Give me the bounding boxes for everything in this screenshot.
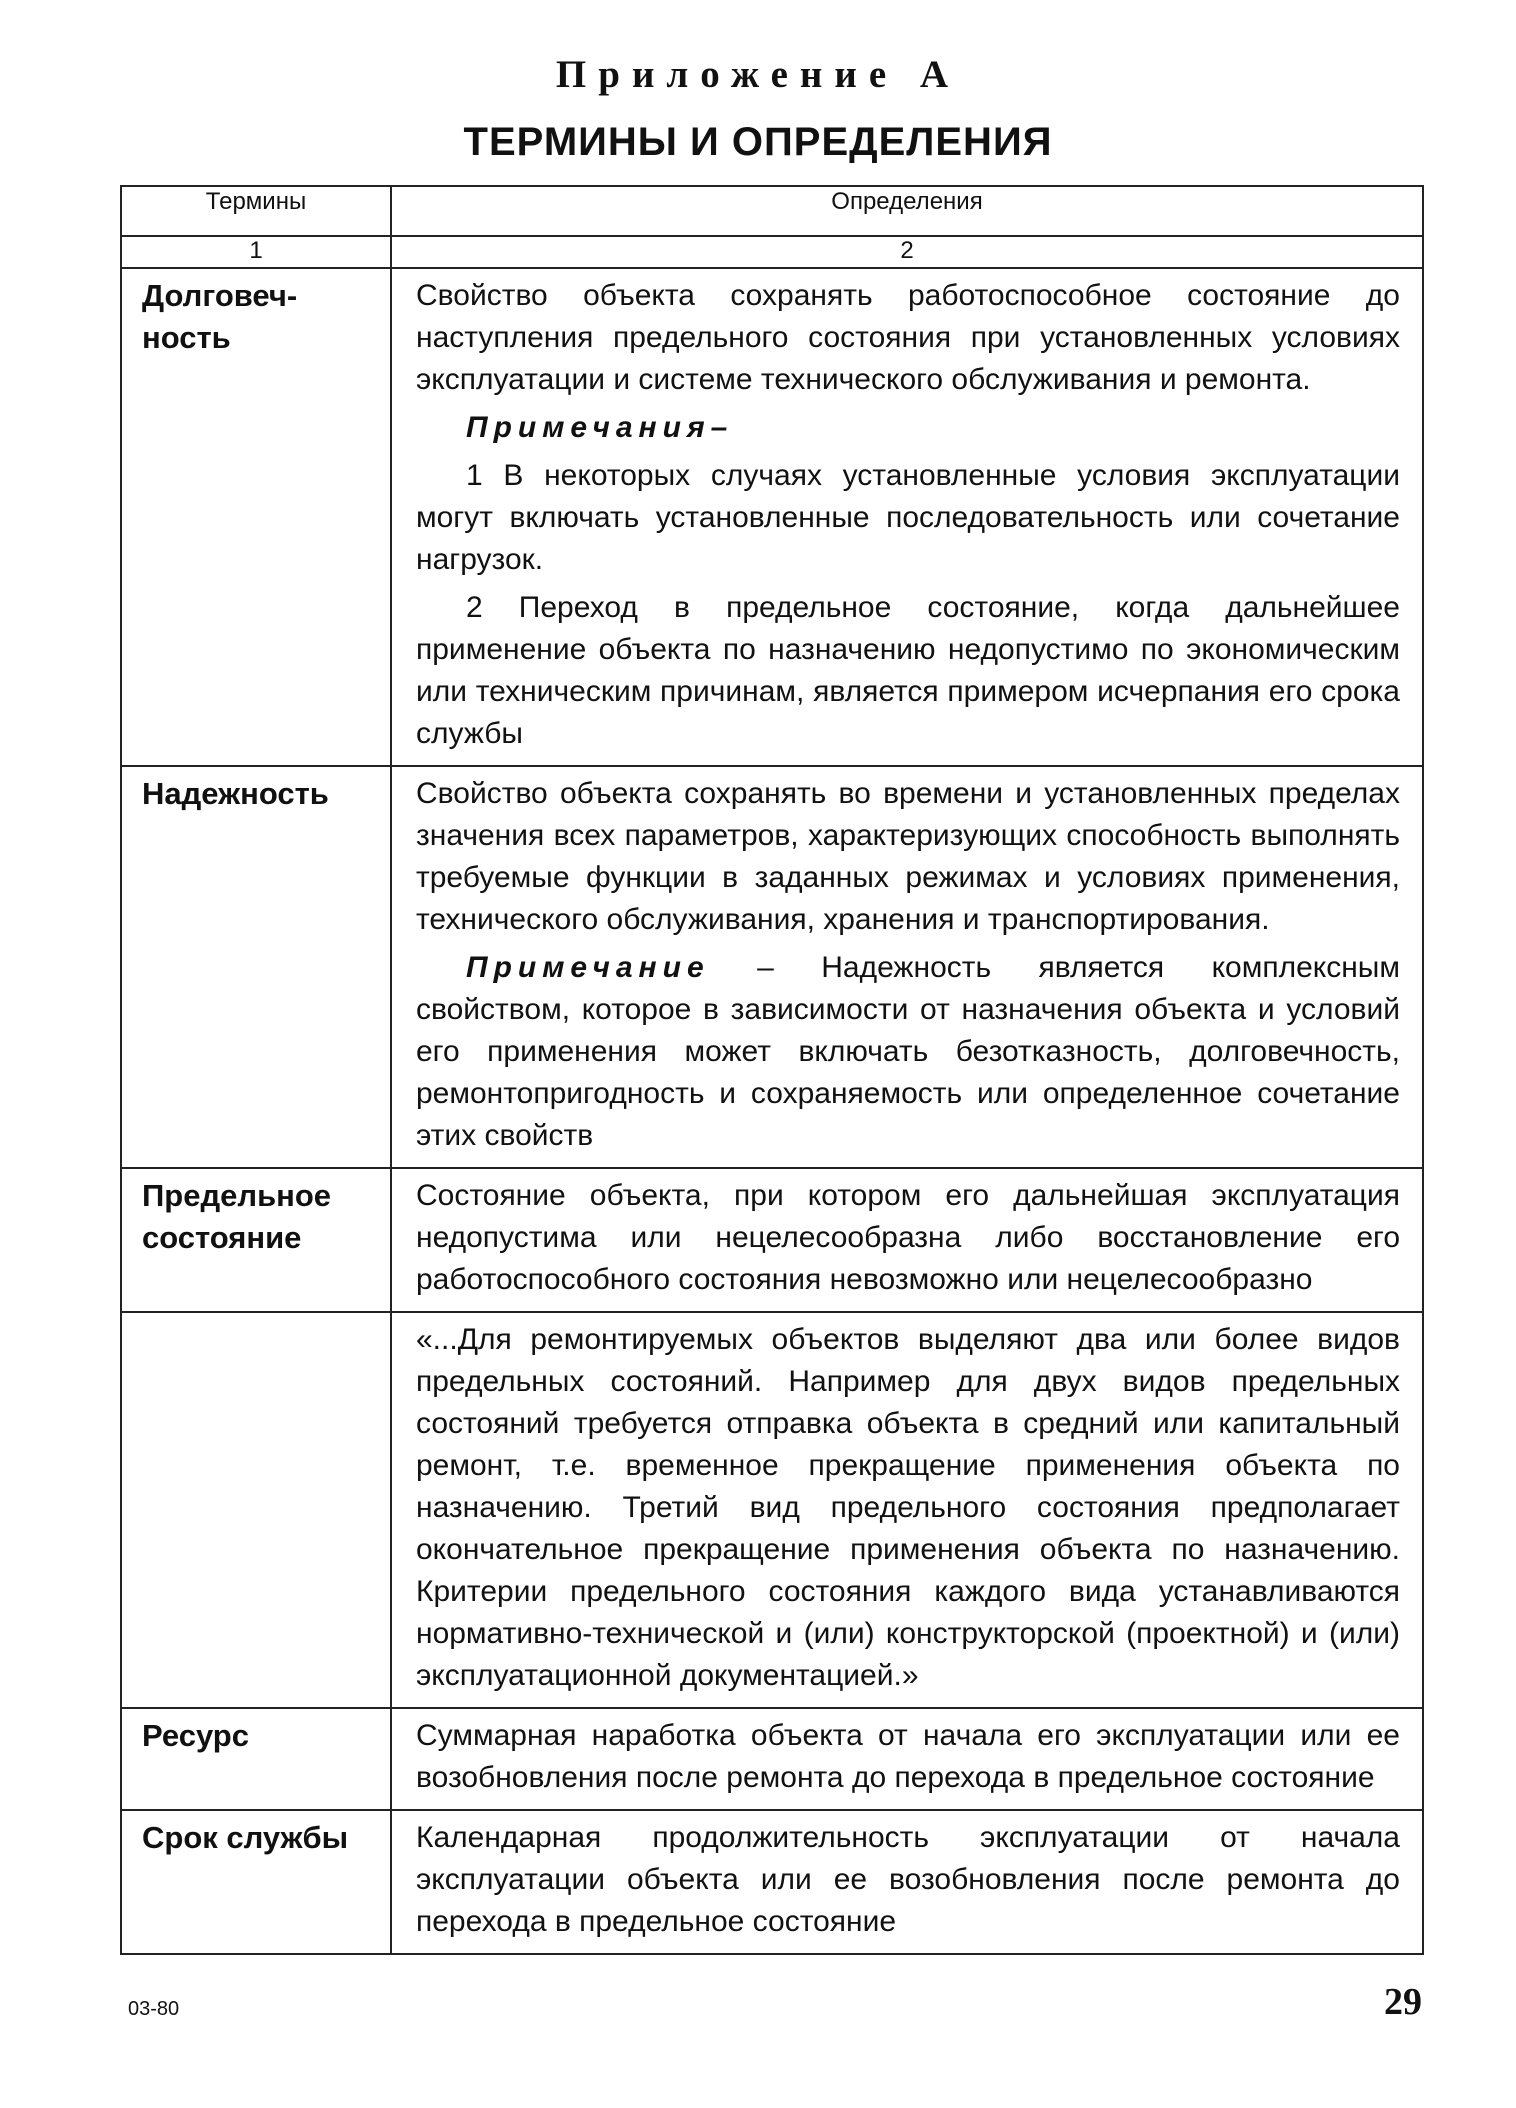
terms-table [120, 185, 1424, 1955]
definition-text: «...Для ремонтируемых объектов выделяют два или более видов предельных состояний. Например для двух видов предельных состояний требуется отправка объекта в средний или капитальный ремонт, т.е. временное прекращение применения объекта по назначению. Третий вид предельного состояния предполагает окончательное прекращение применения объекта по назначению. Критерии предельного состояния каждого вида устанавливаются нормативно-технической и (или) конструкторской (проектной) и (или) эксплуатационной документацией.» [416, 1323, 1400, 1692]
note-label: Примечания– [466, 411, 734, 444]
note-label: Примечание [466, 951, 710, 984]
table-row [121, 1312, 1423, 1708]
definition-text: Свойство объекта сохранять во времени и установленных пределах значения всех параметров, характеризующих способность выполнять требуемые функции в заданных режимах и условиях применения, технического обслуживания, хранения и транспортирования. [416, 777, 1400, 936]
definition-text: Состояние объекта, при котором его дальнейшая эксплуатация недопустима или нецелесообразна либо восстановление его работоспособного состояния невозможно или нецелесообразно [416, 1179, 1400, 1296]
note-paragraph [416, 947, 1400, 1157]
table-row [121, 1168, 1423, 1312]
column-header-terms: Термины [121, 186, 391, 236]
table-row [121, 1810, 1423, 1954]
column-number-row [121, 236, 1423, 268]
term-limit-state: Предельное состояние [121, 1168, 391, 1312]
term-durability [121, 268, 391, 766]
note-item-1: 1 В некоторых случаях установленные условия эксплуатации могут включать установленные последовательность или сочетание нагрузок. [416, 459, 1400, 576]
definition-text: Суммарная наработка объекта от начала его эксплуатации или ее возобновления после ремонта до перехода в предельное состояние [416, 1719, 1400, 1794]
term-service-life: Срок службы [121, 1810, 391, 1954]
term-resource: Ресурс [121, 1708, 391, 1810]
table-row [121, 268, 1423, 766]
definition-text: Календарная продолжительность эксплуатации от начала эксплуатации объекта или ее возобновления после ремонта до перехода в предельное состояние [416, 1821, 1400, 1938]
note-heading [416, 407, 1400, 449]
section-title: ТЕРМИНЫ И ОПРЕДЕЛЕНИЯ [463, 120, 1053, 164]
note-text: – Надежность является комплексным свойством, которое в зависимости от назначения объекта и условий его применения может включать безотказность, долговечность, ремонтопригодность и сохраняемость или определенное сочетание этих свойств [416, 951, 1400, 1152]
term-reliability: Надежность [121, 766, 391, 1168]
appendix-title: Приложение А [555, 53, 961, 96]
definition-limit-state [391, 1168, 1423, 1312]
column-header-definitions: Определения [391, 186, 1423, 236]
page-number: 29 [1384, 1981, 1422, 2023]
table-header-row [121, 186, 1423, 236]
definition-durability [391, 268, 1423, 766]
footer-code: 03-80 [128, 1998, 180, 2020]
term-text: Долговеч- ность [142, 278, 298, 355]
definition-text: Свойство объекта сохранять работоспособное состояние до наступления предельного состояния при установленных условиях эксплуатации и системе технического обслуживания и ремонта. [416, 279, 1400, 396]
note-item-2: 2 Переход в предельное состояние, когда дальнейшее применение объекта по назначению недопустимо по экономическим или техническим причинам, является примером исчерпания его срока службы [416, 591, 1400, 750]
definition-limit-state-quote [391, 1312, 1423, 1708]
definition-reliability [391, 766, 1423, 1168]
definition-resource [391, 1708, 1423, 1810]
term-empty [121, 1312, 391, 1708]
table-row [121, 1708, 1423, 1810]
column-number-2: 2 [391, 236, 1423, 268]
table-row [121, 766, 1423, 1168]
column-number-1: 1 [121, 236, 391, 268]
definition-service-life [391, 1810, 1423, 1954]
